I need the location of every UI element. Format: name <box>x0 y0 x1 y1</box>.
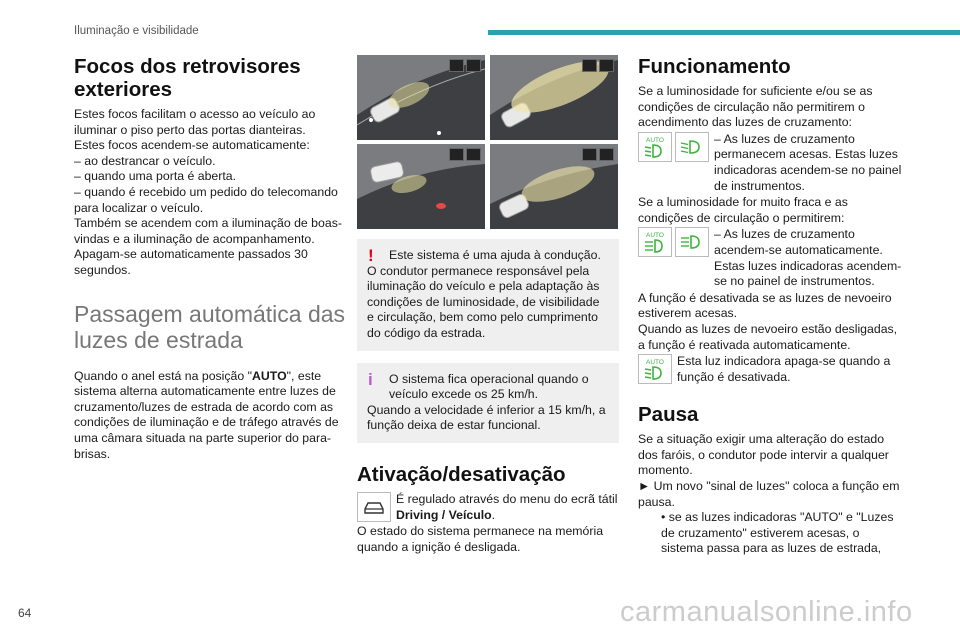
svg-text:AUTO: AUTO <box>646 232 664 240</box>
illustration-lit-area <box>490 144 618 229</box>
paragraph: ► Um novo "sinal de luzes" coloca a função em pausa. <box>638 479 900 509</box>
paragraph: Estes focos acendem-se automaticamente: <box>74 138 310 153</box>
warning-note <box>357 239 619 351</box>
auto-high-beam-icon <box>638 227 672 257</box>
warning-first-line: Este sistema é uma ajuda à condução. <box>389 248 601 262</box>
watermark: carmanualsonline.info <box>620 596 913 628</box>
info-icon: i <box>368 369 373 389</box>
svg-text:AUTO: AUTO <box>646 359 664 367</box>
illustration-oncoming-vehicle <box>357 144 485 229</box>
page-number: 64 <box>18 606 32 620</box>
high-beam-icon <box>675 227 709 257</box>
heading-pause: Pausa <box>638 403 699 427</box>
paragraph: Também se acendem com a iluminação de boas-vindas e a iluminação de acompanhamento. <box>74 216 342 246</box>
illustration-road-low-beam <box>357 55 485 140</box>
paragraph: A função é desativada se as luzes de nevoeiro estiverem acesas. <box>638 290 892 321</box>
info-first-line: O sistema fica operacional quando o veículo excede os 25 km/h. <box>389 371 589 402</box>
list-item: – quando uma porta é aberta. <box>74 169 237 184</box>
low-beam-icon <box>675 132 709 162</box>
column-left <box>74 55 346 462</box>
paragraph: Se a situação exigir uma alteração do estado dos faróis, o condutor pode intervir a qualquer momento. <box>638 432 889 478</box>
menu-instruction: É regulado através do menu do ecrã tátil Driving / Veículo. <box>357 492 619 523</box>
paragraph: Se a luminosidade for muito fraca e as condições de circulação o permitirem: <box>638 195 848 225</box>
warning-icon: ! <box>368 246 374 265</box>
svg-text:AUTO: AUTO <box>646 136 664 144</box>
heading-activation: Ativação/desativação <box>357 462 566 486</box>
heading-operation: Funcionamento <box>638 55 791 78</box>
heading-mirror-lights: Focos dos retrovisores exteriores <box>74 55 301 101</box>
paragraph: Quando as luzes de nevoeiro estão desligadas, a função é reativada automaticamente. <box>638 321 898 352</box>
running-header: Iluminação e visibilidade <box>74 25 199 37</box>
illustration-road-high-beam <box>490 55 618 140</box>
illustration-grid <box>357 55 619 229</box>
warning-text: O condutor permanece responsável pela iluminação do veículo e pela adaptação às condições de luminosidade, de visibilidade e circulação, bem como pelo cumprimento do código da estrada. <box>367 263 600 340</box>
column-right: Funcionamento Se a luminosidade for suficiente e/ou se as condições de circulação não permitirem o acendimento das luzes de cruzamento: AUTO – As luzes de cruzamento permanecem acesas. Estas luzes indicadoras acendem-se no painel de instrumentos. Se a luminosidade for muito fraca e as condições de circulação o permitirem: AUTO – As luzes de cruzamento acendem-se automaticamente. Estas luzes indicadoras acendem-se no painel de instrumentos. A função é desativada se as luzes de nevoeiro estiverem acesas. Quando as luzes de nevoeiro estão desligadas, a função é reativada automaticamente. AUTO Esta luz indicadora apaga-se quando a função é desativada. Pausa Se a situação exigir uma alteração do estado dos faróis, o condutor pode intervir a qualquer momento. ► Um novo "sinal de luzes" coloca a função em pausa. • se as luzes indicadoras "AUTO" e "Luzes de cruzamento" estiverem acesas, o sistema passa para as luzes de estrada, <box>638 55 902 556</box>
bullet-item: • se as luzes indicadoras "AUTO" e "Luzes de cruzamento" estiverem acesas, o sistema passa para as luzes de estrada, <box>661 510 894 556</box>
paragraph: Apagam-se automaticamente passados 30 segundos. <box>74 247 308 277</box>
paragraph-auto-mode: Quando o anel está na posição "AUTO", este sistema alterna automaticamente entre luzes de cruzamento/luzes de estrada de acordo com as condições de iluminação e de tráfego através de uma câmara situada na parte superior do para-brisas. <box>74 368 339 461</box>
car-menu-icon <box>357 492 391 522</box>
auto-indicator-icon <box>638 354 672 384</box>
info-note <box>357 363 619 443</box>
paragraph: Estes focos facilitam o acesso ao veículo ao iluminar o piso perto das portas dianteiras. <box>74 107 316 137</box>
column-middle <box>357 55 619 555</box>
list-item: – quando é recebido um pedido do telecomando para localizar o veículo. <box>74 184 338 215</box>
heading-auto-high-beam: Passagem automática das luzes de estrada <box>74 300 346 353</box>
list-item: – ao destrancar o veículo. <box>74 153 216 168</box>
auto-low-beam-icon <box>638 132 672 162</box>
header-accent-bar <box>488 30 960 35</box>
info-text: Quando a velocidade é inferior a 15 km/h, a função deixa de estar funcional. <box>367 402 606 433</box>
paragraph-memory: O estado do sistema permanece na memória quando a ignição é desligada. <box>357 524 604 554</box>
paragraph: Se a luminosidade for suficiente e/ou se as condições de circulação não permitirem o acendimento das luzes de cruzamento: <box>638 84 873 130</box>
